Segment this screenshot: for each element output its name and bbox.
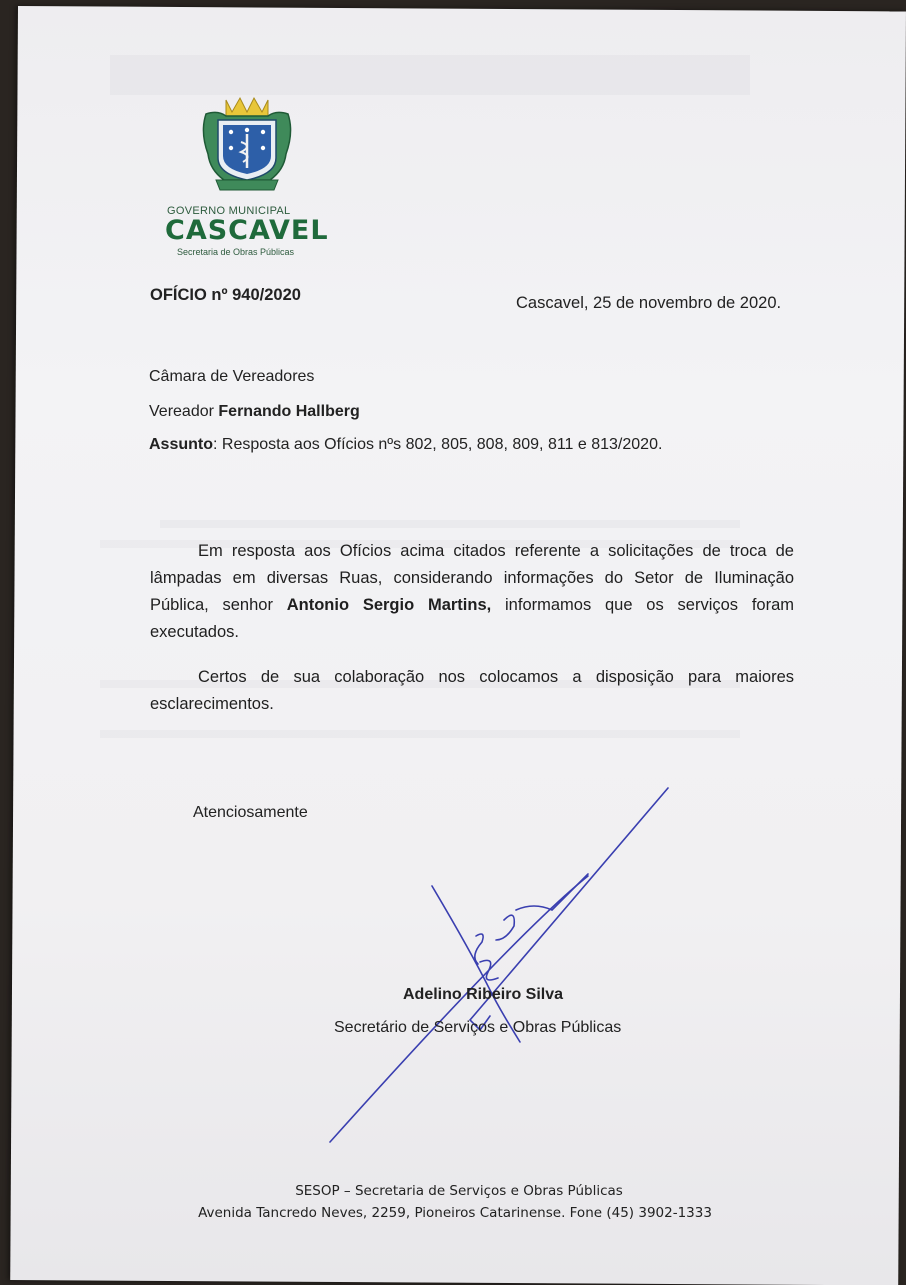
letter-date: Cascavel, 25 de novembro de 2020. — [516, 294, 782, 312]
recipient-name: Fernando Hallberg — [218, 403, 360, 420]
coat-of-arms-icon — [198, 92, 296, 200]
logo-city-name: CASCAVEL — [165, 215, 329, 246]
handwritten-signature — [320, 780, 680, 1150]
logo-department-label: Secretaria de Obras Públicas — [177, 247, 295, 257]
oficio-number: OFÍCIO nº 940/2020 — [150, 286, 301, 304]
footer-address: Avenida Tancredo Neves, 2259, Pioneiros Catarinense. Fone (45) 3902-1333 — [198, 1205, 712, 1221]
subject-line — [149, 436, 662, 454]
recipient-title: Vereador — [149, 403, 219, 420]
logo-government-label: GOVERNO MUNICIPAL — [167, 205, 291, 217]
signatory-title: Secretário de Serviços e Obras Públicas — [334, 1019, 622, 1036]
footer-department: SESOP – Secretaria de Serviços e Obras Públicas — [295, 1183, 623, 1199]
recipient-institution: Câmara de Vereadores — [149, 368, 315, 385]
letter-body — [150, 538, 794, 736]
body-paragraph-2: Certos de sua colaboração nos colocamos a disposição para maiores esclarecimentos. — [150, 668, 794, 713]
closing-salutation: Atenciosamente — [193, 804, 308, 821]
subject-label: Assunto — [149, 436, 213, 453]
recipient-person — [149, 403, 360, 421]
subject-text: : Resposta aos Ofícios nºs 802, 805, 808, 809, 811 e 813/2020. — [213, 436, 663, 453]
signatory-name: Adelino Ribeiro Silva — [403, 986, 564, 1003]
technician-name: Antonio Sergio Martins, — [286, 596, 492, 614]
body-paragraph-1: Em resposta aos Ofícios acima citados referente a solicitações de troca de lâmpadas em diversas Ruas, considerando informações do Setor de Iluminação Pública, senhor Antonio Sergio Martins, informamos que os serviços foram executados. — [150, 542, 794, 641]
